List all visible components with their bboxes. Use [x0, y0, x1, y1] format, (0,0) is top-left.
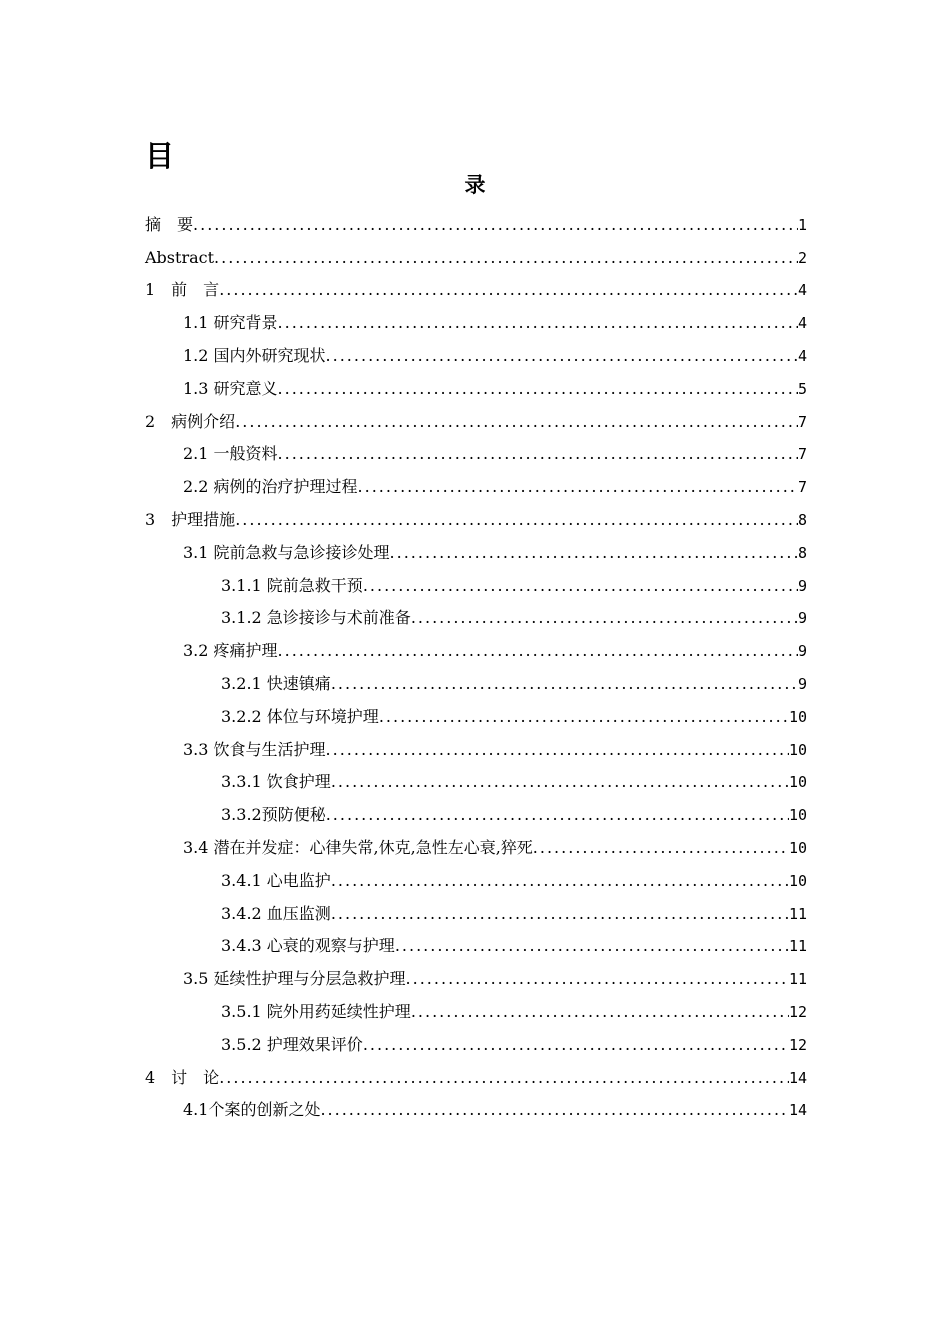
toc-leader-dots	[363, 1034, 789, 1058]
toc-entry-label: 4.1个案的创新之处	[183, 1100, 321, 1120]
toc-leader-dots	[331, 903, 789, 927]
toc-leader-dots	[326, 739, 789, 763]
toc-leader-dots	[219, 1067, 789, 1091]
toc-entry[interactable]	[145, 927, 807, 960]
toc-entry-page-number: 9	[797, 576, 807, 595]
toc-entry-page-number: 11	[788, 970, 807, 989]
toc-entry-page-number: 9	[797, 609, 807, 628]
toc-entry[interactable]	[145, 959, 807, 992]
toc-entry-page-number: 9	[797, 674, 807, 693]
toc-entry-page-number: 5	[797, 379, 807, 398]
toc-leader-dots	[331, 870, 789, 894]
toc-entry-label: 3 护理措施	[145, 509, 236, 529]
toc-title-first-char: 目	[145, 139, 175, 173]
toc-entry-page-number: 10	[788, 740, 807, 759]
toc-entry[interactable]	[145, 402, 807, 435]
toc-entry[interactable]	[145, 664, 807, 697]
toc-entry-page-number: 11	[788, 937, 807, 956]
toc-entry-label: 3.3.1 饮食护理	[221, 772, 331, 792]
toc-entry-page-number: 10	[788, 707, 807, 726]
toc-entry-label: 3.1 院前急救与急诊接诊处理	[183, 542, 390, 562]
toc-entry-page-number: 4	[797, 281, 807, 300]
toc-entry-page-number: 10	[788, 838, 807, 857]
toc-entry-page-number: 1	[797, 215, 807, 234]
toc-entry-label: 3.5.2 护理效果评价	[221, 1034, 363, 1054]
toc-leader-dots	[358, 476, 798, 500]
toc-entry[interactable]	[145, 205, 807, 238]
toc-entry-page-number: 14	[788, 1068, 807, 1087]
toc-leader-dots	[320, 1099, 788, 1123]
toc-entry-label: 3.4.2 血压监测	[221, 903, 331, 923]
toc-entry-label: 1.2 国内外研究现状	[183, 345, 326, 365]
toc-entry[interactable]	[145, 566, 807, 599]
toc-entry-label: 3.5.1 院外用药延续性护理	[221, 1001, 411, 1021]
toc-leader-dots	[326, 804, 789, 828]
toc-leader-dots	[331, 771, 789, 795]
toc-leader-dots	[331, 673, 798, 697]
toc-entry[interactable]	[145, 336, 807, 369]
toc-entry-page-number: 10	[788, 871, 807, 890]
toc-leader-dots	[235, 411, 798, 435]
toc-entry-page-number: 7	[797, 478, 807, 497]
toc-entry[interactable]	[145, 435, 807, 468]
toc-entry[interactable]	[145, 763, 807, 796]
toc-leader-dots	[278, 378, 798, 402]
toc-entry[interactable]	[145, 500, 807, 533]
toc-leader-dots	[379, 706, 789, 730]
toc-entry[interactable]	[145, 599, 807, 632]
toc-leader-dots	[395, 935, 789, 959]
toc-leader-dots	[326, 345, 798, 369]
toc-leader-dots	[406, 968, 789, 992]
toc-entry-page-number: 10	[788, 773, 807, 792]
toc-entry-label: 3.1.2 急诊接诊与术前准备	[221, 608, 411, 628]
toc-entry-label: 1.3 研究意义	[183, 378, 278, 398]
toc-leader-dots	[214, 247, 798, 271]
toc-entry-page-number: 8	[797, 510, 807, 529]
toc-leader-dots	[278, 443, 798, 467]
toc-leader-dots	[363, 575, 798, 599]
toc-entry-page-number: 4	[797, 346, 807, 365]
toc-entry-label: 3.4.3 心衰的观察与护理	[221, 936, 395, 956]
toc-entry[interactable]	[145, 533, 807, 566]
toc-title-second-char: 录	[464, 173, 486, 197]
toc-entry[interactable]	[145, 730, 807, 763]
toc-entry-label: 3.4 潜在并发症：心律失常,休克,急性左心衰,猝死	[183, 837, 533, 857]
toc-leader-dots	[411, 607, 798, 631]
toc-leader-dots	[235, 509, 798, 533]
toc-entry-page-number: 8	[797, 543, 807, 562]
toc-entry[interactable]	[145, 271, 807, 304]
toc-leader-dots	[219, 279, 798, 303]
toc-entry-label: 3.4.1 心电监护	[221, 870, 331, 890]
toc-entry-label: 1.1 研究背景	[183, 313, 278, 333]
toc-entry-page-number: 9	[797, 642, 807, 661]
toc-entry-label: 3.2.1 快速镇痛	[221, 673, 331, 693]
toc-entry[interactable]	[145, 467, 807, 500]
toc-entry[interactable]	[145, 369, 807, 402]
toc-entry-label: 摘 要	[145, 214, 194, 234]
toc-leader-dots	[533, 837, 789, 861]
toc-entry[interactable]	[145, 992, 807, 1025]
toc-entry-page-number: 14	[788, 1101, 807, 1120]
toc-leader-dots	[278, 640, 798, 664]
toc-entry[interactable]	[145, 894, 807, 927]
toc-entry[interactable]	[145, 828, 807, 861]
toc-entry-label: 3.3.2预防便秘	[221, 805, 326, 825]
toc-entry-label: 3.2 疼痛护理	[183, 641, 278, 661]
table-of-contents	[145, 205, 807, 1123]
toc-entry-label: 3.2.2 体位与环境护理	[221, 706, 379, 726]
toc-entry-label: 3.5 延续性护理与分层急救护理	[183, 969, 406, 989]
toc-entry-label: 2.2 病例的治疗护理过程	[183, 477, 358, 497]
toc-leader-dots	[193, 214, 798, 238]
toc-entry[interactable]	[145, 795, 807, 828]
toc-entry-page-number: 12	[788, 1035, 807, 1054]
toc-entry[interactable]	[145, 697, 807, 730]
toc-entry[interactable]	[145, 238, 807, 271]
toc-entry[interactable]	[145, 861, 807, 894]
toc-entry-page-number: 10	[788, 806, 807, 825]
toc-entry-page-number: 2	[797, 248, 807, 267]
toc-entry-label: 1 前 言	[145, 280, 220, 300]
toc-entry-page-number: 12	[788, 1002, 807, 1021]
toc-leader-dots	[278, 312, 798, 336]
toc-leader-dots	[390, 542, 798, 566]
toc-entry-label: 3.3 饮食与生活护理	[183, 739, 326, 759]
toc-entry[interactable]	[145, 631, 807, 664]
toc-entry-label: Abstract	[145, 247, 215, 267]
toc-entry[interactable]	[145, 303, 807, 336]
toc-entry-label: 2.1 一般资料	[183, 444, 278, 464]
toc-entry[interactable]	[145, 1091, 807, 1124]
toc-entry-page-number: 7	[797, 445, 807, 464]
toc-leader-dots	[411, 1001, 789, 1025]
toc-entry-label: 4 讨 论	[145, 1067, 220, 1087]
toc-entry[interactable]	[145, 1058, 807, 1091]
toc-entry-page-number: 4	[797, 314, 807, 333]
toc-entry-page-number: 11	[788, 904, 807, 923]
toc-entry[interactable]	[145, 1025, 807, 1058]
toc-entry-page-number: 7	[797, 412, 807, 431]
toc-entry-label: 3.1.1 院前急救干预	[221, 575, 363, 595]
toc-entry-label: 2 病例介绍	[145, 411, 236, 431]
